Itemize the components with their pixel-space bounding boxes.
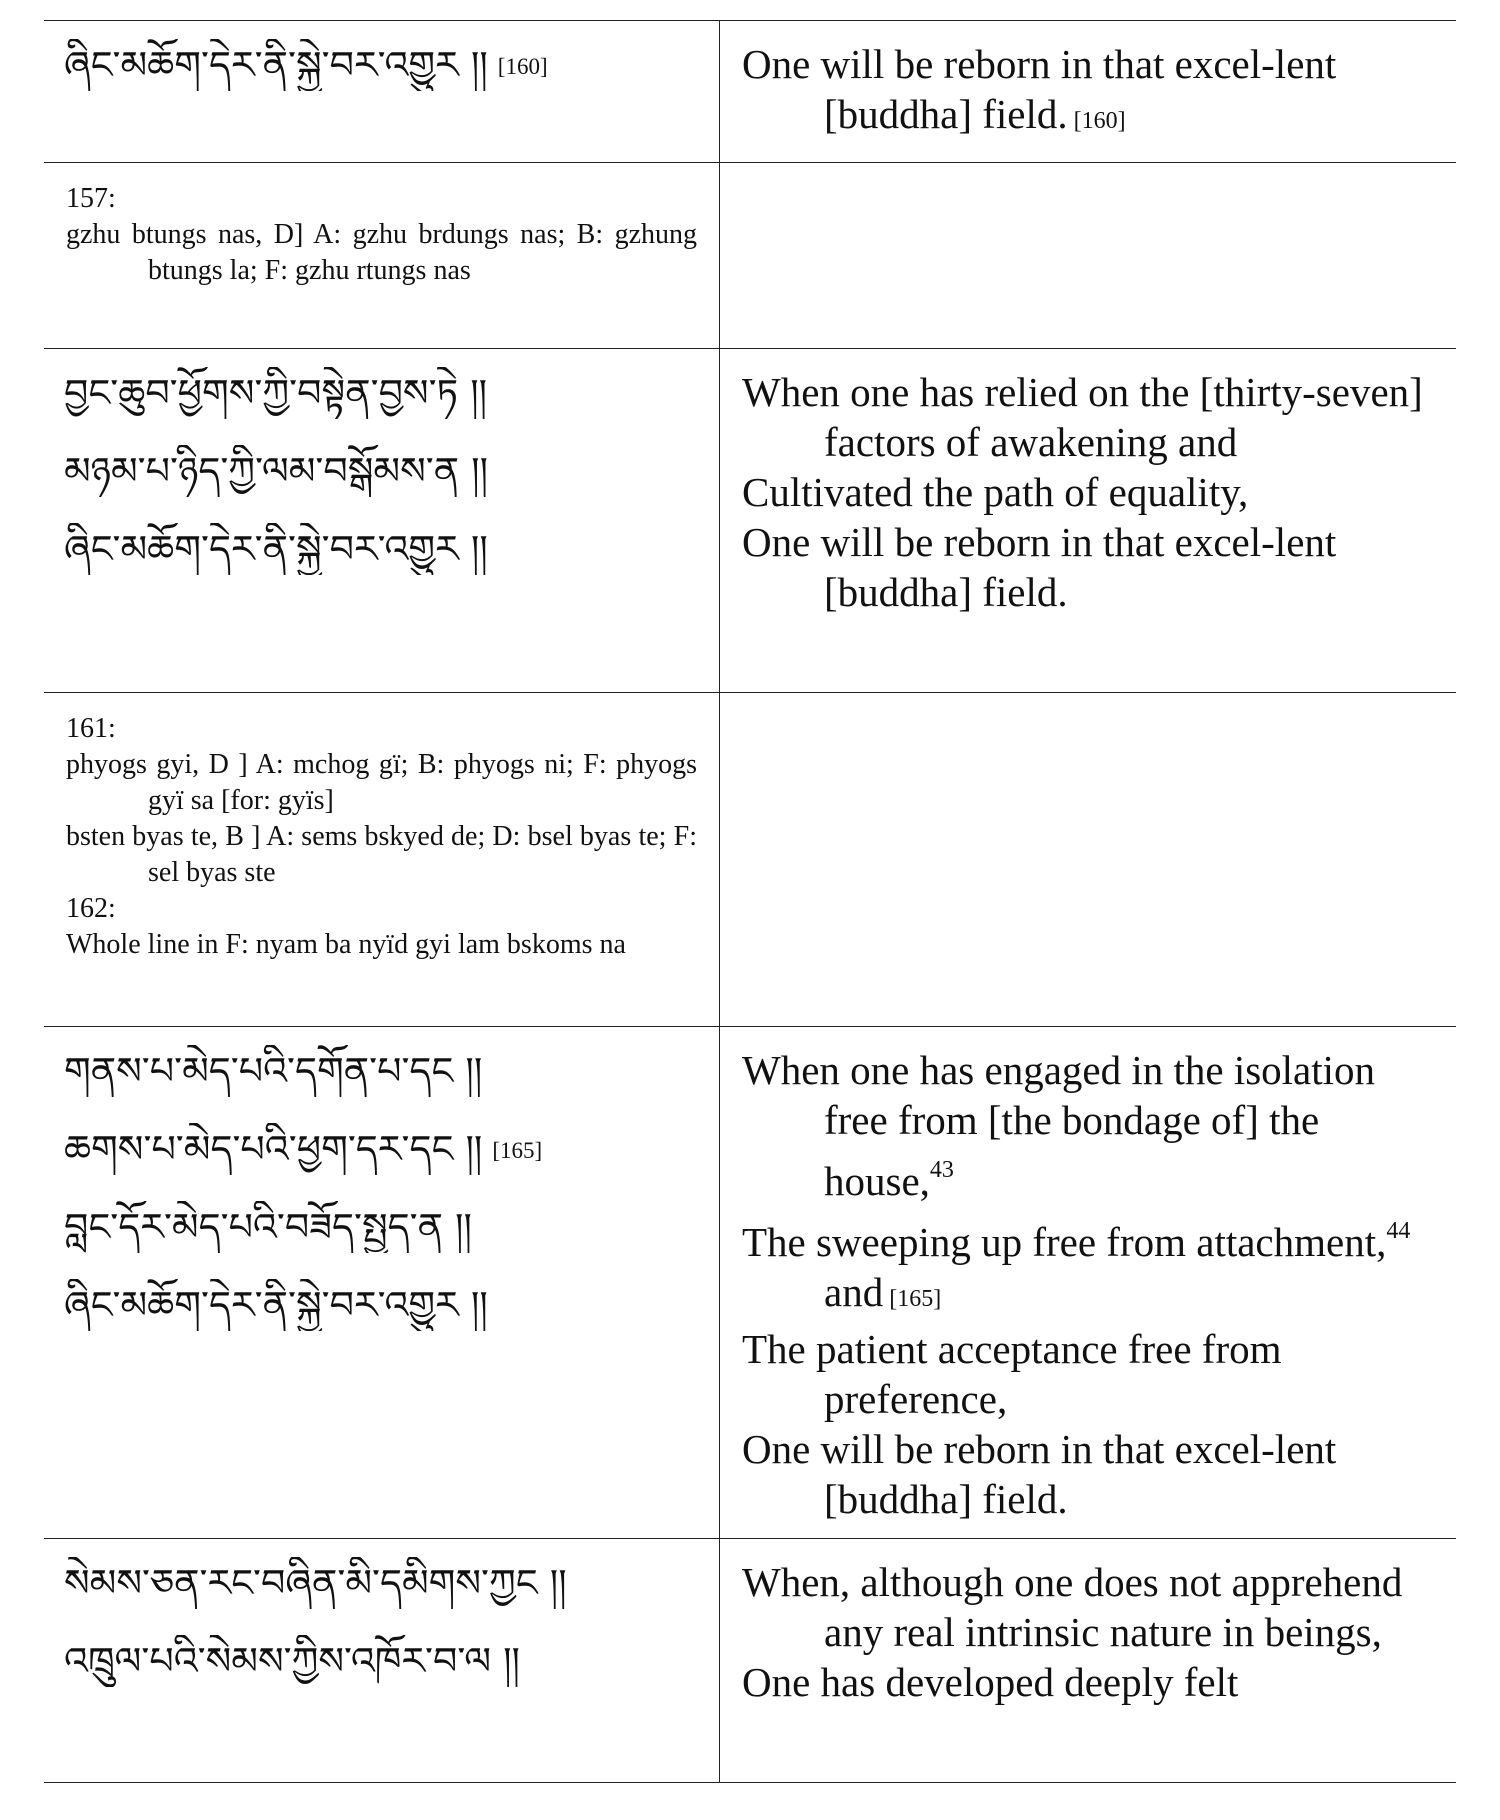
tibetan-verse-line: འཁྲུལ་པའི་སེམས་ཀྱིས་འཁོར་བ་ལ །། xyxy=(64,1639,520,1683)
line-number: [165] xyxy=(889,1286,942,1312)
variant-note: bsten byas te, B ] A: sems bskyed de; D: bsel byas te; F: sel byas ste xyxy=(66,821,697,888)
verse-row xyxy=(44,349,1456,693)
notes-row xyxy=(44,693,1456,1027)
tibetan-verse-line: གནས་པ་མེད་པའི་དགོན་པ་དང །། xyxy=(64,1049,483,1093)
notes-row xyxy=(44,163,1456,349)
tibetan-verse-line: བླང་དོར་མེད་པའི་བཟོད་སྤྱད་ན །། xyxy=(64,1205,472,1249)
tibetan-cell xyxy=(44,1027,720,1539)
english-verse-line: The sweeping up free from attachment,$^{44}$ and [165] xyxy=(742,1218,1411,1315)
tibetan-verse-line: ཆགས་པ་མེད་པའི་ཕྱག་དར་དང །། [165] xyxy=(64,1127,543,1171)
english-verse-line: When, although one does not apprehend any real intrinsic nature in beings, xyxy=(742,1559,1403,1655)
footnote-marker[interactable]: 44 xyxy=(1386,1218,1411,1244)
tibetan-cell xyxy=(44,1539,720,1783)
tibetan-verse-line: ཞིང་མཆོག་དེར་ནི་སྐྱེ་བར་འགྱུར །། xyxy=(64,1283,488,1327)
english-verse-line: When one has engaged in the isolation free from [the bondage of] the house,$^{43}$ xyxy=(742,1047,1376,1204)
verse-row xyxy=(44,21,1456,163)
english-verse-line: The patient acceptance free from preference, xyxy=(742,1326,1282,1422)
english-verse-line: One will be reborn in that excel-lent [buddha] field. xyxy=(742,519,1337,615)
tibetan-verse-line: ཞིང་མཆོག་དེར་ནི་སྐྱེ་བར་འགྱུར །། xyxy=(64,527,488,571)
tibetan-cell xyxy=(44,21,720,163)
note-line-ref: 162: xyxy=(66,893,116,924)
variant-note: phyogs gyi, D ] A: mchog gï; B: phyogs ni; F: phyogs gyï sa [for: gyïs] xyxy=(66,749,697,816)
english-verse-line: One will be reborn in that excel-lent [buddha] field. xyxy=(742,1426,1337,1522)
english-verse-line: One has developed deeply felt xyxy=(742,1659,1239,1705)
variant-note: gzhu btungs nas, D] A: gzhu brdungs nas; B: gzhung btungs la; F: gzhu rtungs nas xyxy=(66,219,697,286)
english-verse-line: One will be reborn in that excel-lent [buddha] field. [160] xyxy=(742,41,1337,137)
tibetan-verse-line: སེམས་ཅན་རང་བཞིན་མི་དམིགས་ཀྱང །། xyxy=(64,1561,567,1605)
english-cell xyxy=(720,21,1457,163)
line-number: [160] xyxy=(1073,108,1126,134)
footnote-marker[interactable]: 43 xyxy=(929,1157,954,1183)
edition-table xyxy=(44,20,1456,1783)
variant-note: Whole line in F: nyam ba nyïd gyi lam bskoms na xyxy=(66,929,626,960)
verse-row xyxy=(44,1539,1456,1783)
apparatus-cell xyxy=(44,693,720,1027)
tibetan-cell xyxy=(44,349,720,693)
english-verse-line: Cultivated the path of equality, xyxy=(742,469,1249,515)
tibetan-verse-line: ཞིང་མཆོག་དེར་ནི་སྐྱེ་བར་འགྱུར །། [160] xyxy=(64,43,548,87)
empty-cell xyxy=(720,693,1457,1027)
english-cell xyxy=(720,1539,1457,1783)
english-cell xyxy=(720,1027,1457,1539)
english-cell xyxy=(720,349,1457,693)
apparatus-cell xyxy=(44,163,720,349)
verse-row xyxy=(44,1027,1456,1539)
line-number: [165] xyxy=(492,1138,543,1163)
line-number: [160] xyxy=(497,54,548,79)
note-line-ref: 161: xyxy=(66,713,116,744)
english-verse-line: When one has relied on the [thirty-seven] factors of awakening and xyxy=(742,369,1423,465)
tibetan-verse-line: བྱང་ཆུབ་ཕྱོགས་ཀྱི་བསྟེན་བྱས་ཏེ །། xyxy=(64,371,488,415)
empty-cell xyxy=(720,163,1457,349)
tibetan-verse-line: མཉམ་པ་ཉིད་ཀྱི་ལམ་བསྒོམས་ན །། xyxy=(64,449,489,493)
note-line-ref: 157: xyxy=(66,183,116,214)
